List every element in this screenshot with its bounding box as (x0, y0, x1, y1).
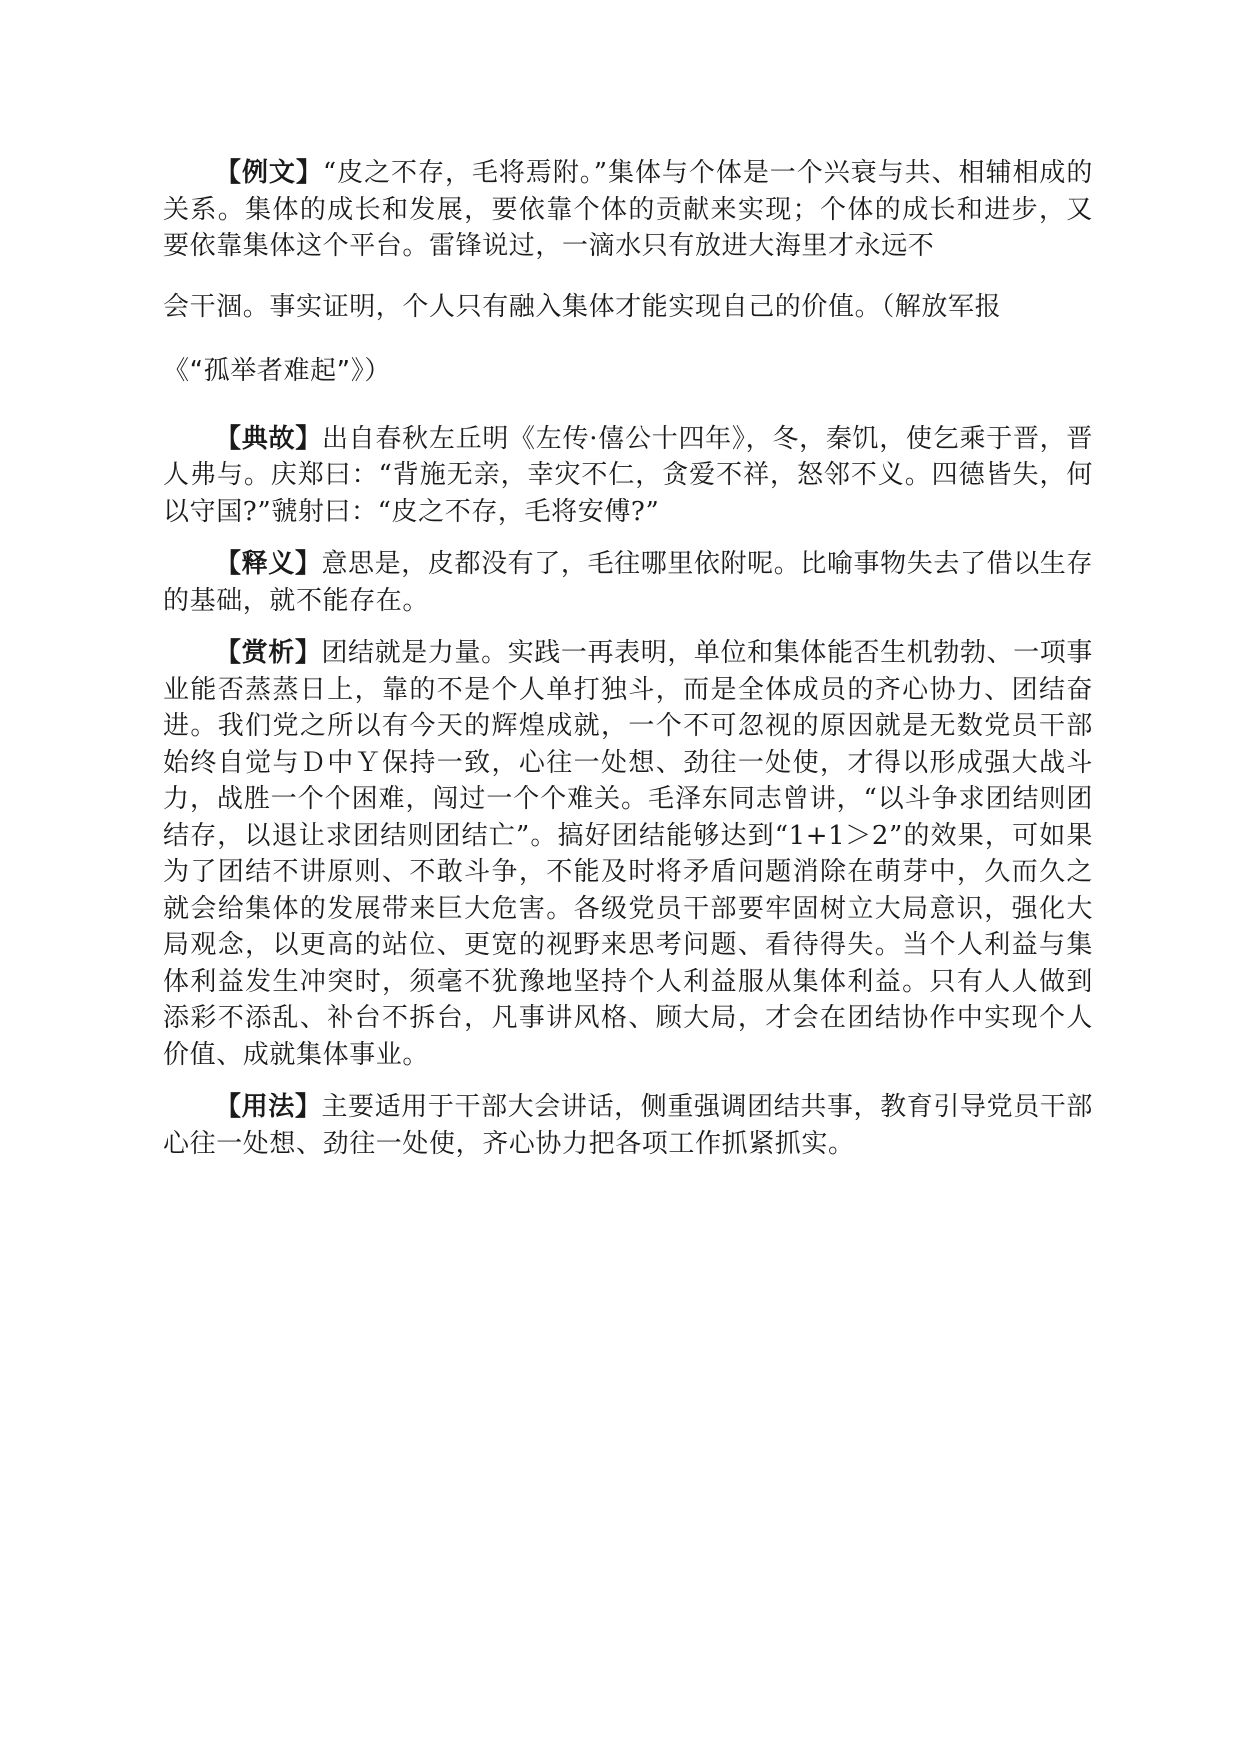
meaning-label: 【释义】 (215, 549, 322, 579)
appreciation-paragraph (163, 635, 1093, 1073)
meaning-paragraph (163, 546, 1093, 619)
allusion-label: 【典故】 (215, 423, 322, 454)
document-page (163, 155, 1093, 1162)
usage-label: 【用法】 (215, 1092, 322, 1122)
example-paragraph (163, 155, 1093, 395)
example-label: 【例文】 (215, 158, 323, 188)
allusion-paragraph (163, 421, 1093, 531)
example-source-open: （解放军报 (881, 291, 1002, 322)
example-body-tail (163, 283, 1093, 331)
usage-paragraph (163, 1089, 1093, 1162)
meaning-body: 意思是，皮都没有了，毛往哪里依附呢。比喻事物失去了借以生存的基础，就不能存在。 (163, 549, 1094, 616)
usage-body: 主要适用于干部大会讲话，侧重强调团结共事，教育引导党员干部心往一处想、劲往一处使，齐心协力把各项工作抓紧抓实。 (163, 1092, 1094, 1159)
example-source: 《“孤举者难起”》） (163, 355, 391, 386)
example-tail-text: 会干涸。事实证明，个人只有融入集体才能实现自己的价值。 (163, 291, 882, 322)
allusion-body: 出自春秋左丘明《左传·僖公十四年》，冬，秦饥，使乞乘于晋，晋人弗与。庆郑曰：“背施无亲，幸灾不仁，贪爱不祥，怒邻不义。四德皆失，何以守国?”虢射曰：“皮之不存，毛将安傅?” (163, 423, 1094, 527)
appreciation-body: 团结就是力量。实践一再表明，单位和集体能否生机勃勃、一项事业能否蒸蒸日上，靠的不是个人单打独斗，而是全体成员的齐心协力、团结奋进。我们党之所以有今天的辉煌成就，一个不可忽视的原因就是无数党员干部始终自觉与Ｄ中Ｙ保持一致，心往一处想、劲往一处使，才得以形成强大战斗力，战胜一个个困难，闯过一个个难关。毛泽东同志曾讲，“以斗争求团结则团结存，以退让求团结则团结亡”。搞好团结能够达到“1+1＞2”的效果，可如果为了团结不讲原则、不敢斗争，不能及时将矛盾问题消除在萌芽中，久而久之就会给集体的发展带来巨大危害。各级党员干部要牢固树立大局意识，强化大局观念，以更高的站位、更宽的视野来思考问题、看待得失。当个人利益与集体利益发生冲突时，须毫不犹豫地坚持个人利益服从集体利益。只有人人做到添彩不添乱、补台不拆台，凡事讲风格、顾大局，才会在团结协作中实现个人价值、成就集体事业。 (163, 638, 1094, 1070)
example-body: “皮之不存，毛将焉附。”集体与个体是一个兴衰与共、相辅相成的关系。集体的成长和发展，要依靠个体的贡献来实现；个体的成长和进步，又要依靠集体这个平台。雷锋说过，一滴水只有放进大海里才永远不 (163, 158, 1093, 261)
appreciation-label: 【赏析】 (215, 638, 322, 668)
